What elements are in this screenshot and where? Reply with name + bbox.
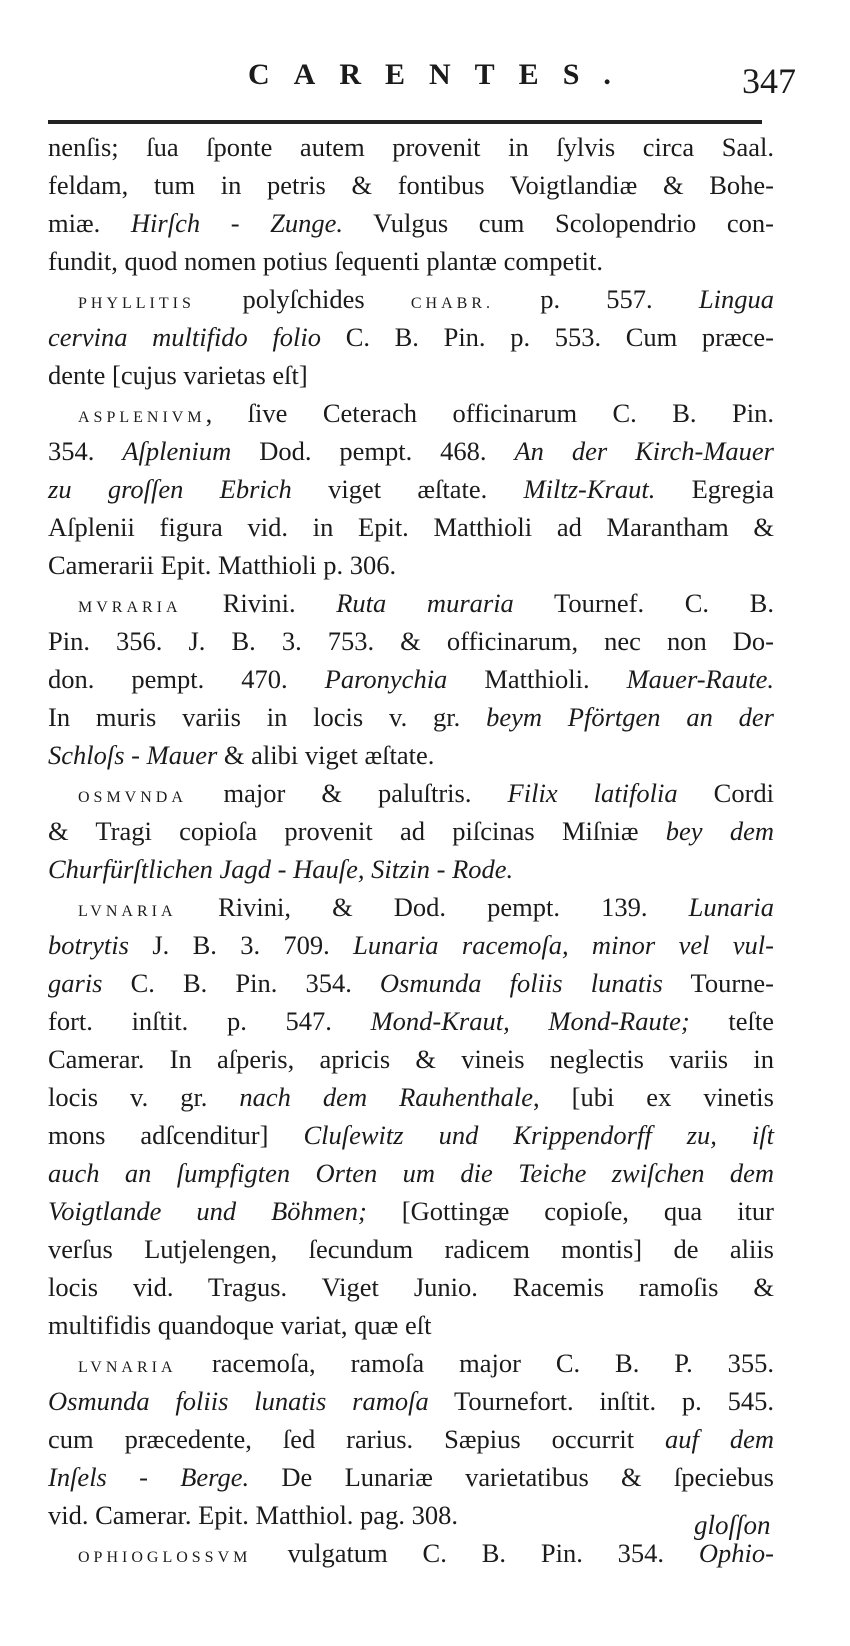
text-segment: mons adſcenditur] (48, 1120, 304, 1150)
text-line (48, 1344, 774, 1382)
text-segment: teſte (689, 1006, 774, 1036)
text-segment: nenſis; ſua ſponte autem provenit in ſylvis circa Saal. (48, 132, 774, 162)
text-line (48, 736, 774, 774)
italic-text: Ophio- (698, 1538, 774, 1568)
text-line (48, 964, 774, 1002)
text-segment: Camerarii Epit. Matthioli p. 306. (48, 550, 397, 580)
italic-text: Ruta muraria (336, 588, 514, 618)
text-segment: , ſive Ceterach officinarum C. B. Pin. (205, 398, 774, 428)
text-line (48, 1496, 774, 1534)
text-segment: , [ubi ex vinetis (533, 1082, 774, 1112)
text-segment: Vulgus cum Scolopendrio con- (343, 208, 775, 238)
text-segment: Rivini, & Dod. pempt. 139. (218, 892, 689, 922)
body-text (48, 128, 774, 1572)
entry-heading: LVNARIA (78, 1359, 212, 1376)
text-segment: C. B. Pin. 354. (102, 968, 380, 998)
italic-text: Lingua (698, 284, 774, 314)
text-segment: Tournefort. inſtit. p. 545. (428, 1386, 774, 1416)
text-segment: vid. Camerar. Epit. Matthiol. pag. 308. (48, 1500, 458, 1530)
text-line (48, 1458, 774, 1496)
italic-text: nach dem Rauhenthale (239, 1082, 534, 1112)
text-segment: miæ. (48, 208, 131, 238)
italic-text: Paronychia (324, 664, 448, 694)
text-line (48, 242, 774, 280)
text-segment: J. B. 3. 709. (128, 930, 354, 960)
text-segment: Pin. 356. J. B. 3. 753. & officinarum, nec non Do- (48, 626, 774, 656)
italic-text: Mond-Kraut, Mond-Raute; (370, 1006, 690, 1036)
text-segment: Egregia (655, 474, 774, 504)
text-segment: 354. (48, 436, 123, 466)
text-line (48, 546, 774, 584)
text-segment: Matthioli. (447, 664, 627, 694)
text-segment: Aſplenii figura vid. in Epit. Matthioli ad Marantham & (48, 512, 774, 542)
text-segment: & alibi viget æſtate. (217, 740, 435, 770)
text-line (48, 1154, 774, 1192)
text-line (48, 774, 774, 812)
text-segment: C. B. Pin. p. 553. Cum præce- (321, 322, 775, 352)
entry-heading: ASPLENIVM (78, 409, 206, 426)
text-line (48, 1078, 774, 1116)
text-segment: feldam, tum in petris & fontibus Voigtlandiæ & Bohe- (48, 170, 774, 200)
text-line (48, 166, 774, 204)
text-line (48, 1420, 774, 1458)
italic-text: Lunaria racemoſa, minor vel vul- (353, 930, 774, 960)
text-line (48, 1306, 774, 1344)
italic-text: Churfürſtlichen Jagd - Hauſe, Sitzin - Rode. (48, 854, 514, 884)
text-line (48, 584, 774, 622)
entry-heading: MVRARIA (78, 599, 223, 616)
header-rule (48, 120, 762, 124)
italic-text: zu groſſen Ebrich (48, 474, 292, 504)
text-line (48, 280, 774, 318)
text-line (48, 1382, 774, 1420)
text-segment: racemoſa, ramoſa major C. B. P. 355. (211, 1348, 775, 1378)
text-line (48, 926, 774, 964)
text-line (48, 1002, 774, 1040)
text-line (48, 850, 774, 888)
italic-text: Filix latifolia (507, 778, 678, 808)
text-segment: Dod. pempt. 468. (231, 436, 515, 466)
text-line (48, 128, 774, 166)
italic-text: Hirſch - Zunge. (130, 208, 344, 238)
italic-text: Osmunda foliis lunatis ramoſa (48, 1386, 429, 1416)
text-segment: don. pempt. 470. (48, 664, 325, 694)
text-segment: fort. inſtit. p. 547. (48, 1006, 371, 1036)
text-line (48, 470, 774, 508)
text-segment: Cordi (677, 778, 775, 808)
text-line (48, 660, 774, 698)
italic-text: Cluſewitz und Krippendorff zu, iſt (303, 1120, 774, 1150)
italic-text: auch an ſumpfigten Orten um die Teiche zwiſchen dem (48, 1158, 774, 1188)
text-line (48, 1534, 774, 1572)
entry-heading: LVNARIA (78, 903, 219, 920)
italic-text: garis (48, 968, 103, 998)
entry-heading: CHABR. (410, 295, 494, 312)
text-segment: verſus Lutjelengen, ſecundum radicem montis] de aliis (48, 1234, 774, 1264)
italic-text: An der Kirch-Mauer (514, 436, 774, 466)
text-line (48, 432, 774, 470)
text-segment: cum præcedente, ſed rarius. Sæpius occurrit (48, 1424, 666, 1454)
entry-heading: PHYLLITIS (78, 295, 243, 312)
italic-text: Voigtlande und Böhmen; (48, 1196, 367, 1226)
text-segment: Tourne- (662, 968, 774, 998)
text-line (48, 622, 774, 660)
text-segment: De Lunariæ varietatibus & ſpeciebus (249, 1462, 774, 1492)
text-line (48, 1192, 774, 1230)
text-line (48, 1116, 774, 1154)
italic-text: Miltz-Kraut. (523, 474, 656, 504)
catchword: gloſſon (694, 1510, 771, 1540)
text-line (48, 394, 774, 432)
italic-text: auf dem (665, 1424, 775, 1454)
italic-text: Lunaria (688, 892, 774, 922)
text-line (48, 204, 774, 242)
running-title: CARENTES. (248, 58, 635, 91)
text-segment: vulgatum C. B. Pin. 354. (287, 1538, 699, 1568)
text-segment: polyſchides (242, 284, 411, 314)
italic-text: bey dem (665, 816, 774, 846)
text-segment: p. 557. (494, 284, 699, 314)
italic-text: Mauer-Raute. (626, 664, 774, 694)
text-line (48, 318, 774, 356)
entry-heading: OSMVNDA (78, 789, 224, 806)
text-line (48, 508, 774, 546)
text-segment: multifidis quandoque variat, quæ eſt (48, 1310, 432, 1340)
text-line (48, 1040, 774, 1078)
text-line (48, 888, 774, 926)
text-segment: dente [cujus varietas eſt] (48, 360, 308, 390)
italic-text: Aſplenium (122, 436, 232, 466)
italic-text: Schloſs - Mauer (48, 740, 218, 770)
text-segment: In muris variis in locis v. gr. (48, 702, 487, 732)
text-line (48, 812, 774, 850)
page-number: 347 (742, 61, 796, 101)
text-line (48, 698, 774, 736)
text-segment: [Gottingæ copioſe, qua itur (366, 1196, 774, 1226)
text-segment: & Tragi copioſa provenit ad piſcinas Miſniæ (48, 816, 666, 846)
text-segment: Camerar. In aſperis, apricis & vineis neglectis variis in (48, 1044, 774, 1074)
text-line (48, 1268, 774, 1306)
italic-text: cervina multifido folio (48, 322, 322, 352)
italic-text: Osmunda foliis lunatis (379, 968, 663, 998)
entry-heading: OPHIOGLOSSVM (78, 1549, 288, 1566)
italic-text: botrytis (48, 930, 129, 960)
text-segment: Rivini. (222, 588, 337, 618)
text-segment: locis v. gr. (48, 1082, 240, 1112)
italic-text: beym Pförtgen an der (486, 702, 774, 732)
text-line (48, 1230, 774, 1268)
text-segment: major & paluſtris. (223, 778, 508, 808)
text-segment: Tournef. C. B. (513, 588, 774, 618)
page-header (0, 58, 850, 108)
text-segment: locis vid. Tragus. Viget Junio. Racemis ramoſis & (48, 1272, 774, 1302)
italic-text: Inſels - Berge. (48, 1462, 250, 1492)
text-line (48, 356, 774, 394)
text-segment: fundit, quod nomen potius ſequenti plantæ competit. (48, 246, 603, 276)
text-segment: viget æſtate. (291, 474, 524, 504)
